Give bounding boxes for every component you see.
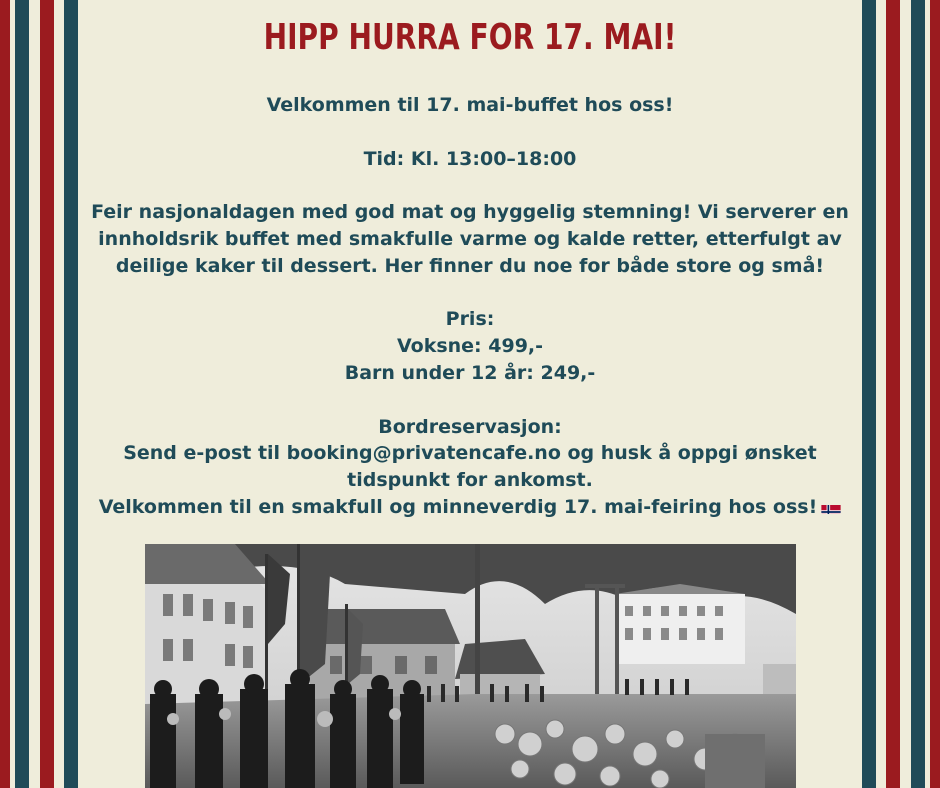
time-text: Tid: Kl. 13:00–18:00 — [363, 147, 577, 170]
description-text: Feir nasjonaldagen med god mat og hyggelig stemning! Vi serverer en innholdsrik buffet med smakfulle varme og kalde retter, etterfulgt av deilige kaker til dessert. Her finner du noe for både store og små! — [91, 201, 849, 277]
price-adults: Voksne: 499,- — [396, 335, 544, 358]
price-label: Pris: — [445, 308, 495, 331]
left-stripe-navy-2 — [64, 0, 78, 788]
closing-line — [90, 494, 850, 521]
reservation-instruction: Send e-post til booking@privatencafe.no og husk å oppgi ønsket tidspunkt for ankomst. — [123, 442, 817, 492]
page-title: HIPP HURRA FOR 17. MAI! — [263, 17, 677, 58]
right-stripe-red-2 — [930, 0, 940, 788]
parade-photo — [145, 544, 796, 788]
right-stripe-navy-1 — [862, 0, 876, 788]
left-stripe-red-1 — [0, 0, 10, 788]
right-stripe-red-1 — [886, 0, 900, 788]
reservation-label: Bordreservasjon: — [378, 415, 562, 438]
right-stripe-navy-2 — [911, 0, 925, 788]
left-stripe-red-2 — [40, 0, 54, 788]
welcome-text: Velkommen til 17. mai-buffet hos oss! — [266, 94, 674, 116]
price-children: Barn under 12 år: 249,- — [344, 361, 596, 384]
closing-text: Velkommen til en smakfull og minneverdig 17. mai-feiring hos oss! — [98, 495, 818, 518]
norway-flag-icon — [821, 500, 841, 514]
event-details — [90, 92, 850, 521]
left-stripe-navy-1 — [15, 0, 29, 788]
